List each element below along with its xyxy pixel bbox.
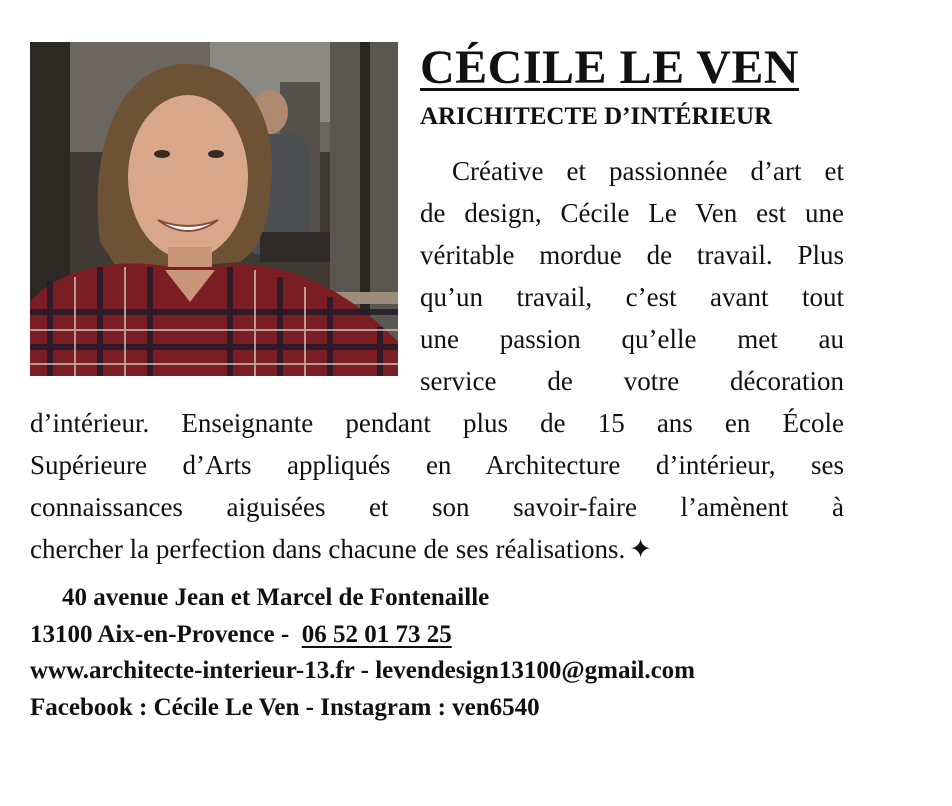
bio-line: connaissances aiguisées et son savoir-faire l’amènent à	[30, 492, 844, 522]
bio-line: Créative et passionnée d’art et	[452, 156, 844, 186]
bio-line: une passion qu’elle met au	[420, 324, 844, 354]
bio-line: Supérieure d’Arts appliqués en Architecture d’intérieur, ses	[30, 450, 844, 480]
bio-line: service de votre décoration	[420, 366, 844, 396]
address: 40 avenue Jean et Marcel de Fontenaille	[62, 584, 490, 611]
portrait-illustration	[30, 42, 398, 376]
end-mark-icon: ✦	[629, 534, 652, 564]
person-name: CÉCILE LE VEN	[420, 41, 800, 94]
bio-last-line	[30, 533, 844, 565]
bio-line: véritable mordue de travail. Plus	[420, 240, 844, 270]
job-title: ARICHITECTE D’INTÉRIEUR	[420, 103, 773, 130]
bio-line: de design, Cécile Le Ven est une	[420, 198, 844, 228]
web-email-line[interactable]: www.architecte-interieur-13.fr - levendesign13100@gmail.com	[30, 657, 696, 684]
city: 13100 Aix-en-Provence -	[30, 621, 290, 648]
bio-line: chercher la perfection dans chacune de ses réalisations.	[30, 534, 626, 564]
city-phone-line	[30, 619, 452, 651]
bio-line: d’intérieur. Enseignante pendant plus de 15 ans en École	[30, 408, 844, 438]
portrait-photo	[30, 42, 398, 376]
phone-link[interactable]: 06 52 01 73 25	[301, 621, 452, 648]
social-line[interactable]: Facebook : Cécile Le Ven - Instagram : ven6540	[30, 694, 540, 721]
bio-line: qu’un travail, c’est avant tout	[420, 282, 844, 312]
